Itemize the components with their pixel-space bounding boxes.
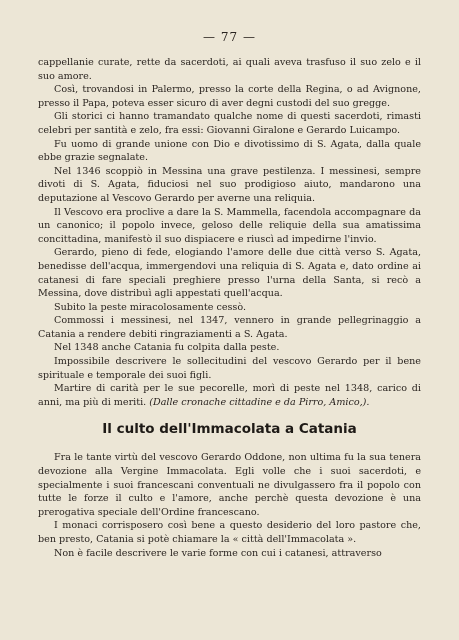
paragraph: Così, trovandosi in Palermo, presso la corte della Regina, o ad Avignone, presso il Papa, poteva esser sicuro di aver degni custodi del suo gregge. — [38, 84, 421, 109]
section-heading: Il culto dell'Immacolata a Catania — [102, 421, 357, 438]
paragraph: Il Vescovo era proclive a dare la S. Mammella, facendola accompagnare da un canonico; il popolo invece, geloso delle reliquie della sua amatissima concittadina, manifestò il suo dispiacere e riuscì ad impedirne l'invio. — [38, 206, 421, 245]
body-text-bottom — [38, 451, 421, 560]
paragraph: Gli storici ci hanno tramandato qualche nome di questi sacerdoti, rimasti celebri per santità e zelo, fra essi: Giovanni Giralone e Gerardo Luicampo. — [38, 111, 421, 136]
body-text-top — [38, 56, 421, 382]
citation: (Dalle cronache cittadine e da Pirro, Amico,). — [149, 396, 370, 408]
paragraph: I monaci corrisposero così bene a questo desiderio del loro pastore che, ben presto, Catania si potè chiamare la « città dell'Immacolata ». — [38, 520, 421, 545]
paragraph: Nel 1348 anche Catania fu colpita dalla peste. — [54, 342, 280, 354]
closing-paragraph — [38, 382, 421, 409]
paragraph: Gerardo, pieno di fede, elogiando l'amore delle due città verso S. Agata, benedisse dell'acqua, immergendovi una reliquia di S. Agata e, dato ordine ai catanesi di fare speciali preghiere presso l'urna della Santa, si recò a Messina, dove distribuì agli appestati quell'acqua. — [38, 247, 421, 300]
paragraph: Commossi i messinesi, nel 1347, vennero in grande pellegrinaggio a Catania a rendere debiti ringraziamenti a S. Agata. — [38, 315, 421, 340]
paragraph: Non è facile descrivere le varie forme con cui i catanesi, attraverso — [54, 547, 382, 559]
paragraph: Fra le tante virtù del vescovo Gerardo Oddone, non ultima fu la sua tenera devozione alla Vergine Immacolata. Egli volle che i suoi sacerdoti, e specialmente i suoi francescani conventuali ne divulgassero fra il popolo con tutte le forze il culto e l'amore, anche perchè questa devozione è una prerogativa speciale dell'Ordine francescano. — [38, 452, 421, 518]
page-number: — 77 — — [203, 30, 256, 44]
paragraph: Impossibile descrivere le sollecitudini del vescovo Gerardo per il bene spirituale e temporale dei suoi figli. — [38, 356, 421, 381]
paragraph: cappellanie curate, rette da sacerdoti, ai quali aveva trasfuso il suo zelo e il suo amore. — [38, 57, 421, 82]
paragraph: Nel 1346 scoppiò in Messina una grave pestilenza. I messinesi, sempre divoti di S. Agata, fiduciosi nel suo prodigioso aiuto, mandarono una deputazione al Vescovo Gerardo per averne una reliquia. — [38, 165, 421, 204]
paragraph: Fu uomo di grande unione con Dio e divotissimo di S. Agata, dalla quale ebbe grazie segnalate. — [38, 138, 421, 164]
paragraph: Subito la peste miracolosamente cessò. — [54, 301, 247, 313]
closing-paragraph-text: Martire di carità per le sue pecorelle, morì di peste nel 1348, carico di anni, ma più di meriti. — [38, 383, 421, 408]
